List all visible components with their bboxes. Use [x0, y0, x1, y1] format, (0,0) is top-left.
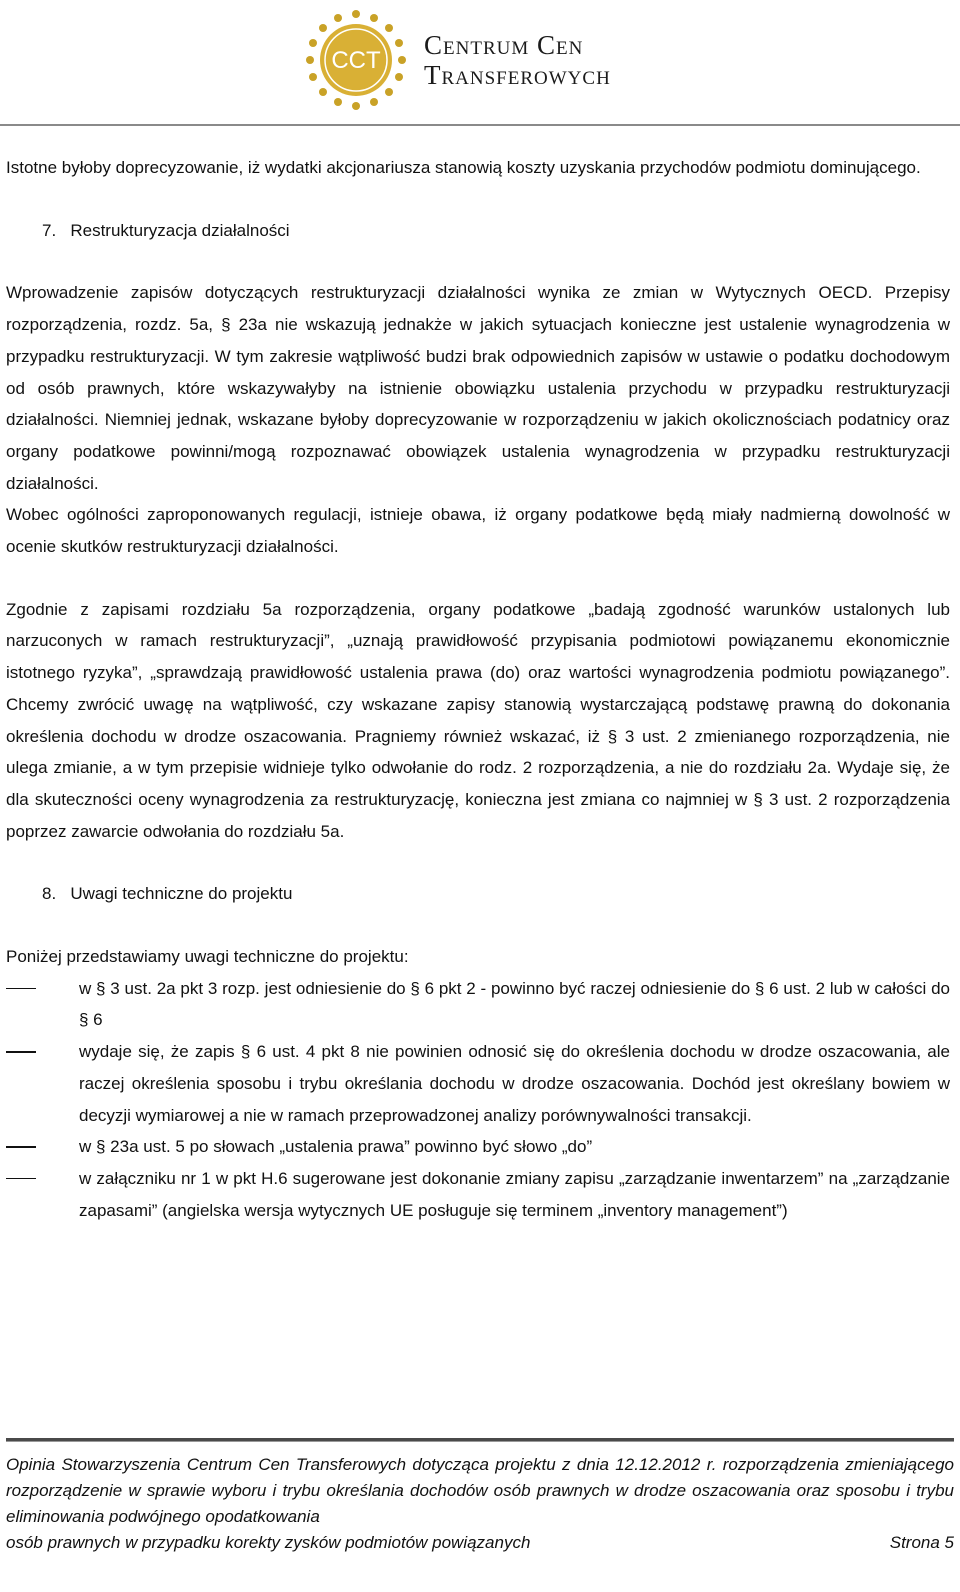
cct-logo-emblem	[302, 6, 410, 114]
paragraph-1: Istotne byłoby doprecyzowanie, iż wydatki akcjonariusza stanowią koszty uzyskania przychodów podmiotu dominującego.	[6, 158, 921, 177]
page-footer	[0, 1438, 960, 1556]
list-item: w § 23a ust. 5 po słowach „ustalenia prawa” powinno być słowo „do”	[6, 1131, 950, 1163]
document-body	[6, 152, 950, 1226]
paragraph-3: Wobec ogólności zaproponowanych regulacji, istnieje obawa, iż organy podatkowe będą miały nadmierną dowolność w ocenie skutków restrukturyzacji działalności.	[6, 505, 950, 557]
section-heading-7: 7. Restrukturyzacja działalności	[42, 220, 290, 240]
footer-last-line	[0, 1530, 960, 1556]
page-header	[0, 0, 960, 130]
technical-remarks-list	[6, 973, 950, 1227]
footer-text: Opinia Stowarzyszenia Centrum Cen Transferowych dotycząca projektu z dnia 12.12.2012 r. rozporządzenia zmieniającego rozporządzenie w sprawie wyboru i trybu określania dochodów osób prawnych w drodze oszacowania oraz sposobu i trybu eliminowania podwójnego opodatkowania	[6, 1455, 954, 1526]
paragraph-4: Zgodnie z zapisami rozdziału 5a rozporządzenia, organy podatkowe „badają zgodność warunków ustalonych lub narzuconych w ramach restrukturyzacji”, „uznają prawidłowość przypisania podmiotowi powiązanemu ekonomicznie istotnego ryzyka”, „sprawdzają prawidłowość ustalenia prawa (do) oraz wartości wynagrodzenia podmiotu powiązanego”. Chcemy zwrócić uwagę na wątpliwość, czy wskazane zapisy stanowią wystarczającą podstawę prawną do dokonania określenia dochodu w drodze oszacowania. Pragniemy również wskazać, iż § 3 ust. 2 zmienianego rozporządzenia, nie ulega zmianie, a w tym przepisie widnieje tylko odwołanie do rodz. 2 rozporządzenia, a nie do rozdziału 2a. Wydaje się, że dla skuteczności oceny wynagrodzenia za restrukturyzację, konieczna jest zmiana co najmniej w § 3 ust. 2 rozporządzenia poprzez zawarcie odwołania do rozdziału 5a.	[6, 599, 950, 841]
footer-divider	[6, 1438, 954, 1442]
logo-mark-text: CCT	[331, 47, 381, 74]
section-heading-8: 8. Uwagi techniczne do projektu	[42, 884, 293, 904]
list-item: wydaje się, że zapis § 6 ust. 4 pkt 8 nie powinien odnosić się do określenia dochodu w drodze oszacowania, ale raczej określenia sposobu i trybu określania dochodu w drodze oszacowania. Dochód jest określany bowiem w decyzji wymiarowej a nie w ramach przeprowadzonej analizy porównywalności transakcji.	[6, 1036, 950, 1131]
paragraph-5: Poniżej przedstawiamy uwagi techniczne do projektu:	[6, 947, 409, 967]
list-item: w załączniku nr 1 w pkt H.6 sugerowane jest dokonanie zmiany zapisu „zarządzanie inwentarzem” na „zarządzanie zapasami” (angielska wersja wytycznych UE posługuje się terminem „inventory management”)	[6, 1163, 950, 1226]
footer-last-text: osób prawnych w przypadku korekty zysków podmiotów powiązanych	[6, 1533, 531, 1552]
page-number: Strona 5	[889, 1533, 954, 1552]
paragraph-2: Wprowadzenie zapisów dotyczących restrukturyzacji działalności wynika ze zmian w Wytycznych OECD. Przepisy rozporządzenia, rozdz. 5a, § 23a nie wskazują jednakże w jakich sytuacjach konieczne jest ustalenie wynagrodzenia w przypadku restrukturyzacji. W tym zakresie wątpliwość budzi brak odpowiednich zapisów w ustawie o podatku dochodowym od osób prawnych, które wskazywałyby na istnienie obowiązku ustalenia przychodu w przypadku restrukturyzacji działalności. Niemniej jednak, wskazane byłoby doprecyzowanie w rozporządzeniu w jakich okolicznościach podatnicy oraz organy podatkowe powinni/mogą rozpoznawać obowiązek ustalenia wynagrodzenia w przypadku restrukturyzacji działalności.	[6, 283, 950, 493]
header-divider	[0, 124, 960, 126]
logo-wordmark	[424, 30, 611, 90]
list-item: w § 3 ust. 2a pkt 3 rozp. jest odniesienie do § 6 pkt 2 - powinno być raczej odniesienie do § 6 ust. 2 lub w całości do § 6	[6, 973, 950, 1036]
logo-line-2: Transferowych	[424, 60, 611, 90]
logo-line-1: Centrum Cen	[424, 30, 584, 60]
